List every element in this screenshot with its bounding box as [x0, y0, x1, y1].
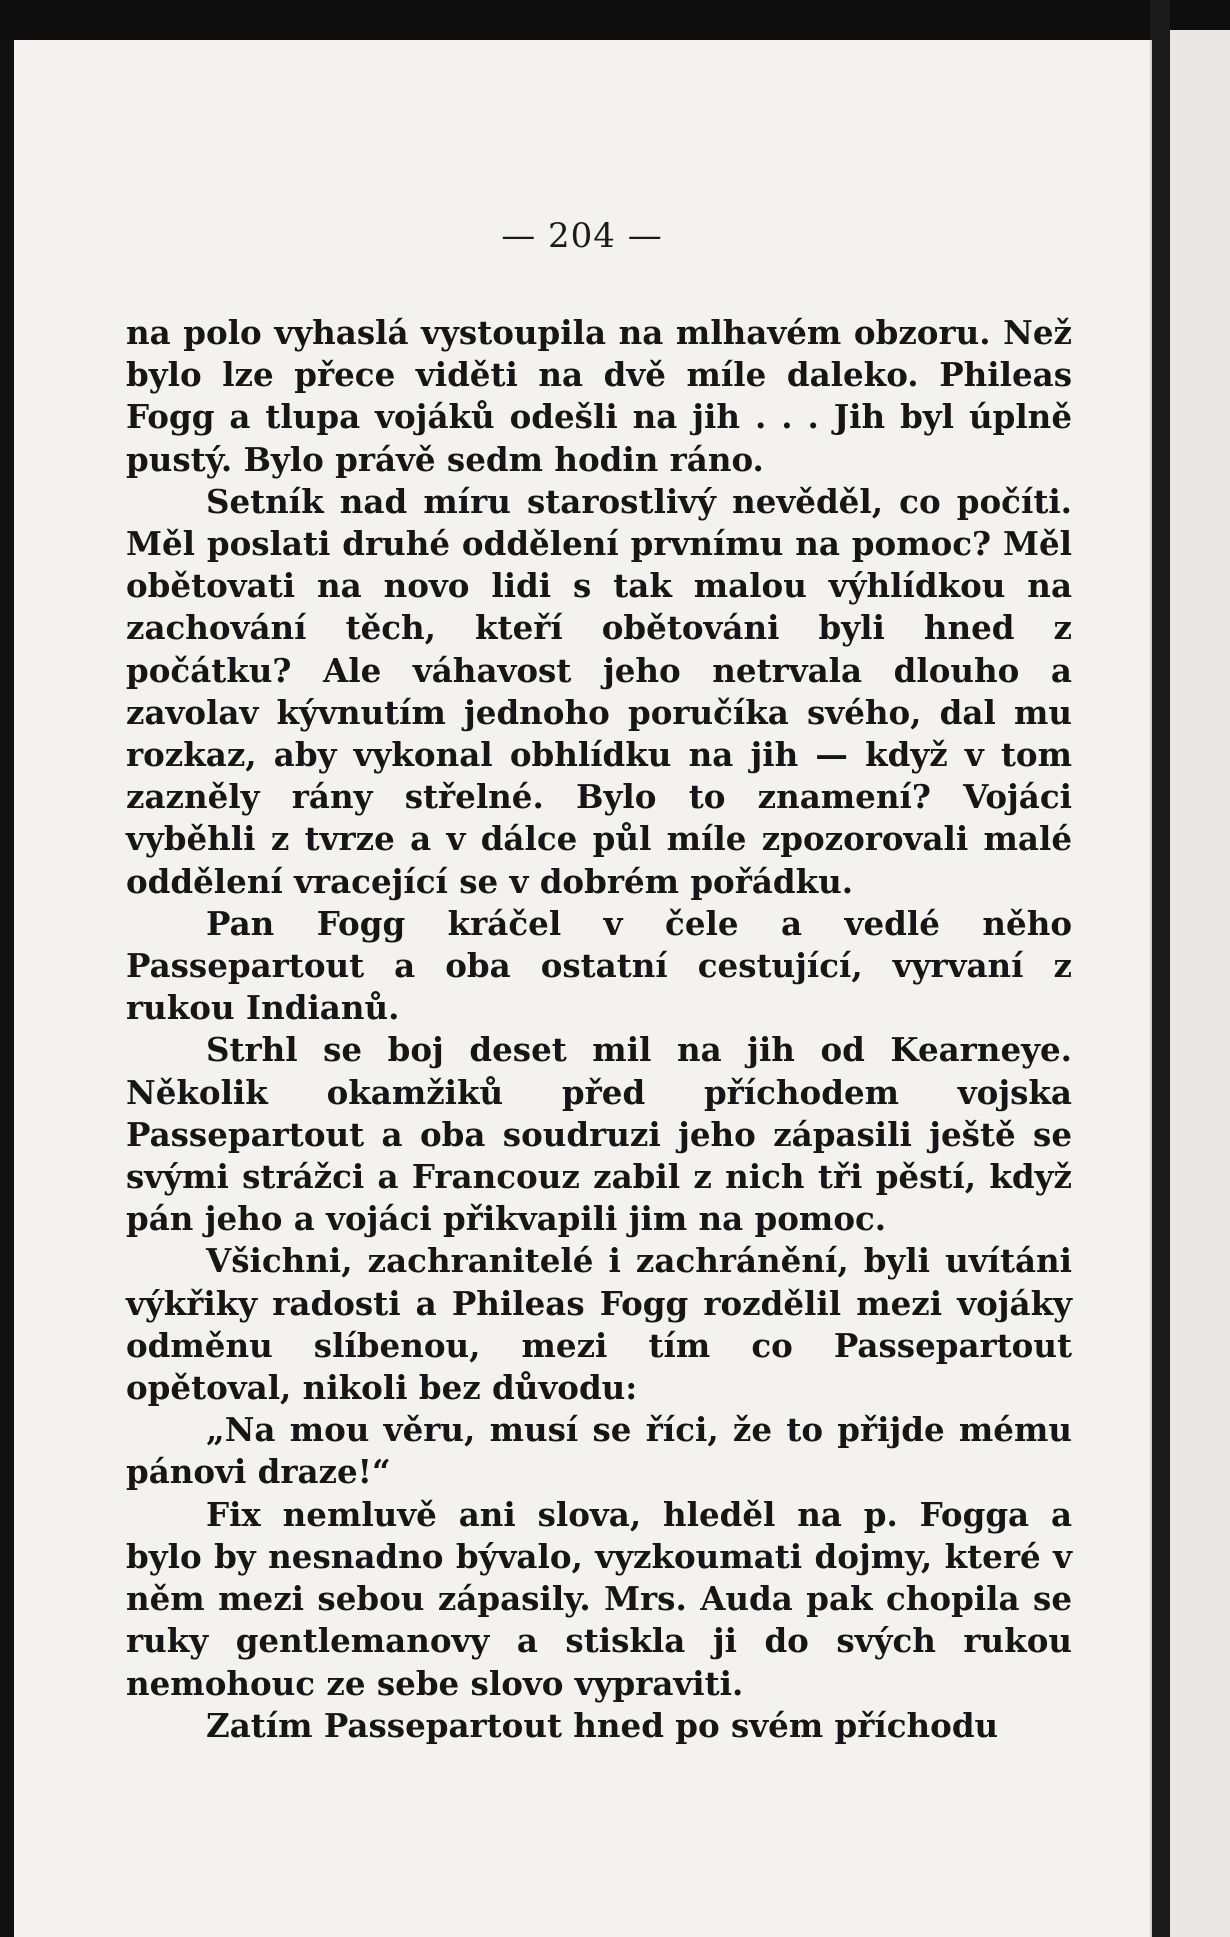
paragraph-7: Fix nemluvě ani slova, hleděl na p. Fogga a bylo by nesnadno bývalo, vyzkoumati dojmy, které v něm mezi sebou zápasily. Mrs. Auda pak chopila se ruky gentlemanovy a stiskla ji do svých rukou nemohouc ze sebe slovo vypraviti. — [126, 1494, 1072, 1703]
paragraph-3: Pan Fogg kráčel v čele a vedlé něho Passepartout a oba ostatní cestující, vyrvaní z rukou Indianů. — [126, 903, 1072, 1028]
paragraph-5: Všichni, zachranitelé i zachránění, byli uvítáni výkřiky radosti a Phileas Fogg rozdělil mezi vojáky odměnu slíbenou, mezi tím co Passepartout opětoval, nikoli bez důvodu: — [126, 1241, 1072, 1408]
book-gutter — [1150, 0, 1170, 1937]
paragraph-1: na polo vyhaslá vystoupila na mlhavém obzoru. Než bylo lze přece viděti na dvě míle daleko. Phileas Fogg a tlupa vojáků odešli na jih . . . Jih byl úplně pustý. Bylo právě sedm hodin ráno. — [126, 313, 1072, 479]
next-page-edge — [1170, 30, 1230, 1937]
page-number: — 204 — — [501, 216, 663, 256]
body-text — [126, 312, 1072, 1747]
paragraph-4: Strhl se boj deset mil na jih od Kearneye. Několik okamžiků před příchodem vojska Passepartout a oba soudruzi jeho zápasili ještě se svými strážci a Francouz zabil z nich tři pěstí, když pán jeho a vojáci přikvapili jim na pomoc. — [126, 1030, 1072, 1239]
paragraph-2: Setník nad míru starostlivý nevěděl, co počíti. Měl poslati druhé oddělení prvnímu na pomoc? Měl obětovati na novo lidi s tak malou výhlídkou na zachování těch, kteří obětováni byli hned z počátku? Ale váhavost jeho netrvala dlouho a zavolav kývnutím jednoho poručíka svého, dal mu rozkaz, aby vykonal obhlídku na jih — když v tom zazněly rány střelné. Bylo to znamení? Vojáci vyběhli z tvrze a v dálce půl míle zpozorovali malé oddělení vracející se v dobrém pořádku. — [126, 481, 1072, 901]
scan-top-border — [0, 0, 1230, 40]
paragraph-8: Zatím Passepartout hned po svém příchodu — [206, 1705, 999, 1745]
book-page — [14, 40, 1152, 1937]
paragraph-6: „Na mou věru, musí se říci, že to přijde mému pánovi draze!“ — [126, 1410, 1072, 1492]
